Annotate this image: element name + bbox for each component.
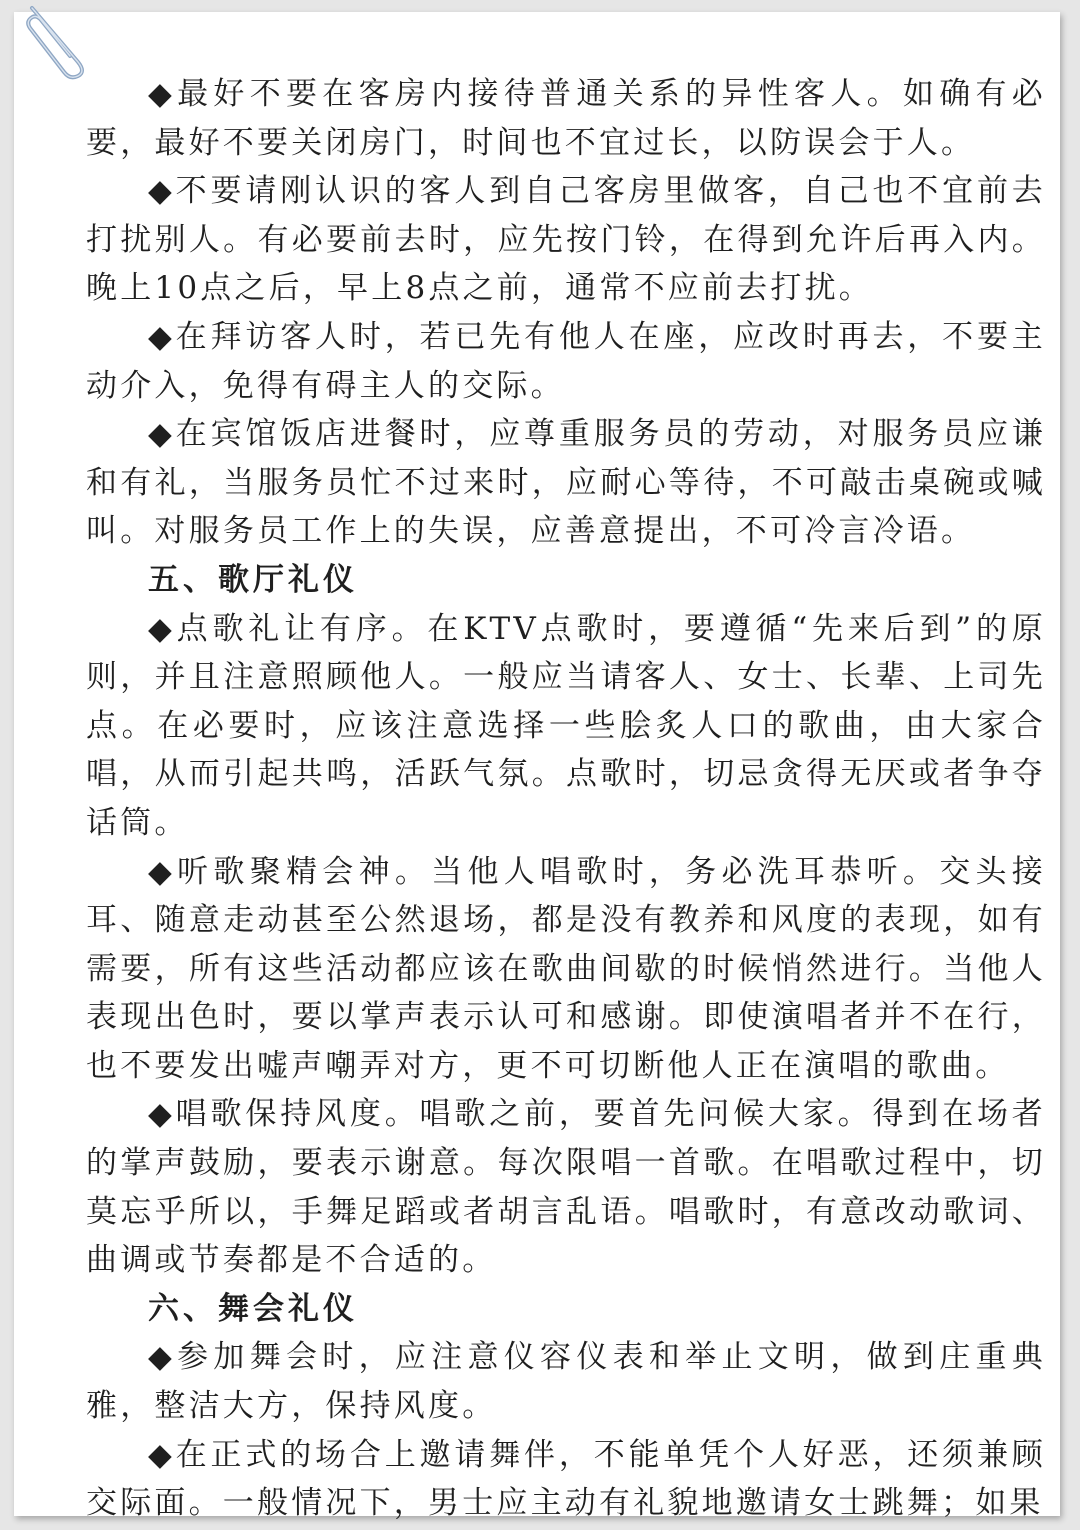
paragraph-inviting-partner: ◆在正式的场合上邀请舞伴，不能单凭个人好恶，还须兼顾交际面。一般情况下，男士应主动有礼貌地邀请女士跳舞；如果 xyxy=(86,1436,1046,1522)
paragraph-guest-room-visitors: ◆最好不要在客房内接待普通关系的异性客人。如确有必要，最好不要关闭房门，时间也不宜过长，以防误会于人。 xyxy=(86,76,1046,161)
section-heading-ktv: 五、歌厅礼仪 xyxy=(148,561,358,598)
section-heading-dance: 六、舞会礼仪 xyxy=(148,1290,358,1327)
paragraph-dance-appearance: ◆参加舞会时，应注意仪容仪表和举止文明，做到庄重典雅，整洁大方，保持风度。 xyxy=(86,1339,1046,1425)
paragraph-visiting-guests: ◆在拜访客人时，若已先有他人在座，应改时再去，不要主动介入，免得有碍主人的交际。 xyxy=(86,318,1046,404)
paragraph-song-order: ◆点歌礼让有序。在KTV点歌时，要遵循“先来后到”的原则，并且注意照顾他人。一般应当请客人、女士、长辈、上司先点。在必要时，应该注意选择一些脍炙人口的歌曲，由大家合唱，从而引起共鸣，活跃气氛。点歌时，切忌贪得无厌或者争夺话筒。 xyxy=(86,610,1046,841)
paragraph-no-disturbing: ◆不要请刚认识的客人到自己客房里做客，自己也不宜前去打扰别人。有必要前去时，应先按门铃，在得到允许后再入内。晚上10点之后，早上8点之前，通常不应前去打扰。 xyxy=(86,173,1046,307)
paperclip-icon xyxy=(22,0,92,80)
document-page xyxy=(14,12,1060,1522)
paragraph-dining-etiquette: ◆在宾馆饭店进餐时，应尊重服务员的劳动，对服务员应谦和有礼，当服务员忙不过来时，应耐心等待，不可敲击桌碗或喊叫。对服务员工作上的失误，应善意提出，不可冷言冷语。 xyxy=(86,416,1046,550)
paragraph-listening: ◆听歌聚精会神。当他人唱歌时，务必洗耳恭听。交头接耳、随意走动甚至公然退场，都是没有教养和风度的表现，如有需要，所有这些活动都应该在歌曲间歇的时候悄然进行。当他人表现出色时，要以掌声表示认可和感谢。即使演唱者并不在行，也不要发出嘘声嘲弄对方，更不可切断他人正在演唱的歌曲。 xyxy=(86,853,1046,1084)
document-body xyxy=(86,70,1046,1528)
paragraph-singing-manners: ◆唱歌保持风度。唱歌之前，要首先问候大家。得到在场者的掌声鼓励，要表示谢意。每次限唱一首歌。在唱歌过程中，切莫忘乎所以，手舞足蹈或者胡言乱语。唱歌时，有意改动歌词、曲调或节奏都是不合适的。 xyxy=(86,1096,1046,1279)
